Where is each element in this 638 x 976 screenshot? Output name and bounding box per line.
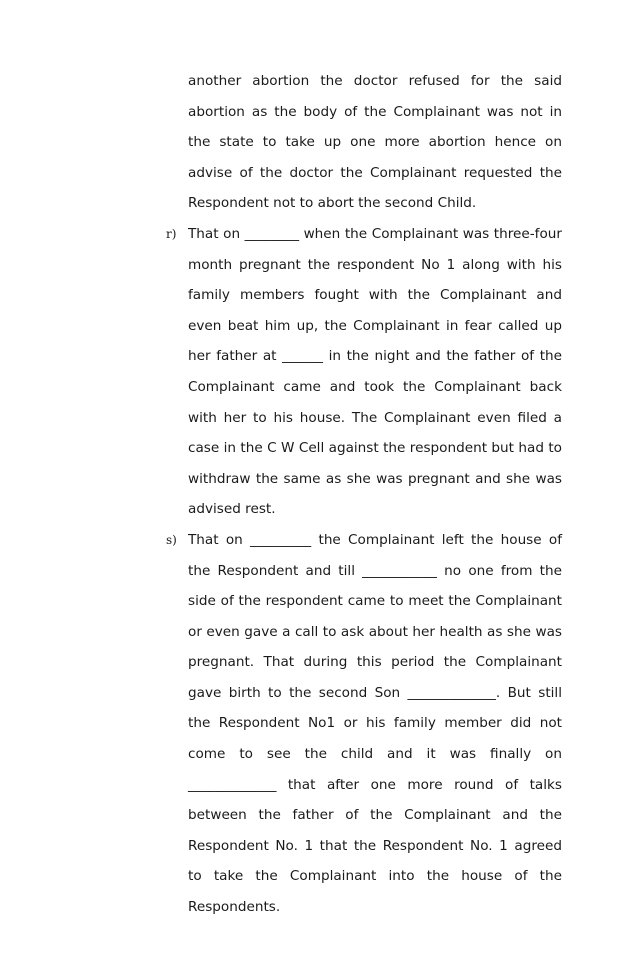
list-item-text: That on ________ when the Complainant was three-four month pregnant the respondent No 1 along with his family members fought with the Complainant and even beat him up, the Complainant in fear called up her father at ______ in the night and the father of the Complainant came and took the Complainant back with her to his house. The Complainant even filed a case in the C W Cell against the respondent but had to withdraw the same as she was pregnant and she was advised rest. — [188, 225, 562, 518]
list-item-text: That on _________ the Complainant left the house of the Respondent and till ___________ no one from the side of the respondent came to meet the Complainant or even gave a call to ask about her health as she was pregnant. That during this period the Complainant gave birth to the second Son _____________. But still the Respondent No1 or his family member did not come to see the child and it was finally on _____________ that after one more round of talks between the father of the Complainant and the Respondent No. 1 that the Respondent No. 1 agreed to take the Complainant into the house of the Respondents. — [188, 531, 562, 916]
list-item-s — [166, 525, 562, 923]
document-body — [166, 66, 562, 923]
list-item-marker: s) — [166, 532, 177, 547]
list-item-r — [166, 219, 562, 525]
list-item-marker: r) — [166, 226, 177, 241]
continued-paragraph: another abortion the doctor refused for the said abortion as the body of the Complainant was not in the state to take up one more abortion hence on advise of the doctor the Complainant requested the Respondent not to abort the second Child. — [188, 73, 562, 212]
